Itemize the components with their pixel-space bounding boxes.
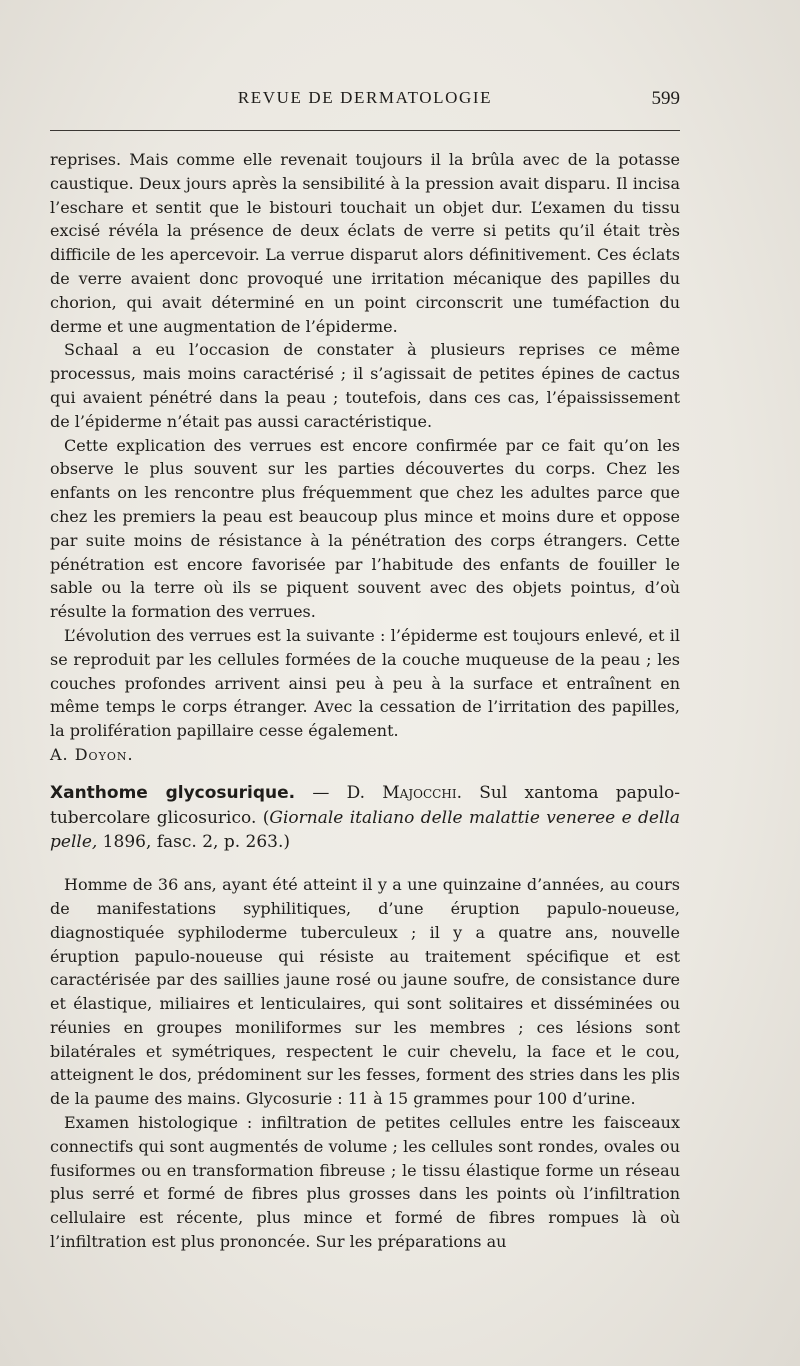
- paragraph: Schaal a eu l’occasion de constater à plusieurs reprises ce même processus, mais moins caractérisé ; il s’agissait de petites épines de cactus qui avaient pénétré dans la peau ; toutefois, dans ces cas, l’épaississement de l’épiderme n’était pas aussi caractéristique.: [50, 340, 680, 431]
- page-number: 599: [651, 88, 680, 109]
- running-header: [50, 88, 680, 116]
- paragraph: Cette explication des verrues est encore confirmée par ce fait qu’on les observe le plus souvent sur les parties découvertes du corps. Chez les enfants on les rencontre plus fréquemment que chez les adultes parce que chez les premiers la peau est beaucoup plus mince et moins dure et oppose par suite moins de résistance à la pénétration des corps étrangers. Cette pénétration est encore favorisée par l’habitude des enfants de fouiller le sable ou la terre où ils se piquent souvent avec des objets pointus, d’où résulte la formation des verrues.: [50, 435, 680, 622]
- author-signature: A. Doyon.: [50, 744, 134, 764]
- section-title: Sul xantoma papulo-tubercolare glicosurico. (: [50, 782, 680, 828]
- section-heading: [50, 781, 680, 855]
- paragraph: reprises. Mais comme elle revenait toujours il la brûla avec de la potasse caustique. Deux jours après la sensibilité à la pression avait disparu. Il incisa l’eschare et sentit que le bistouri touchait un objet dur. L’examen du tissu excisé révéla la présence de deux éclats de verre si petits qu’il était très difficile de les apercevoir. La verrue disparut alors définitivement. Ces éclats de verre avaient donc provoqué une irritation mécanique des papilles du chorion, qui avait déterminé en un point circonscrit une tuméfaction du derme et une augmentation de l’épiderme.: [50, 150, 680, 336]
- section-journal: Giornale italiano delle malattie veneree e della pelle,: [50, 807, 681, 853]
- section-dash: —: [295, 782, 347, 803]
- section-lead: Xanthome glycosurique.: [50, 782, 296, 803]
- journal-title: REVUE DE DERMATOLOGIE: [237, 88, 493, 107]
- article-body: [50, 148, 680, 1254]
- header-rule: [50, 130, 680, 131]
- paragraph: L’évolution des verrues est la suivante : l’épiderme est toujours enlevé, et il se reproduit par les cellules formées de la couche muqueuse de la peau ; les couches profondes arrivent ainsi peu à peu à la surface et entraînent en même temps le corps étranger. Avec la cessation de l’irritation des papilles, la prolifération papillaire cesse également.: [50, 625, 680, 741]
- paragraph: Examen histologique : infiltration de petites cellules entre les faisceaux connectifs qui sont augmentés de volume ; les cellules sont rondes, ovales ou fusiformes ou en transformation fibreuse ; le tissu élastique forme un réseau plus serré et formé de fibres plus grosses dans les points où l’infiltration cellulaire est récente, plus mince et formé de fibres rompues là où l’infiltration est plus prononcée. Sur les préparations au: [50, 1113, 680, 1252]
- section-citation: 1896, fasc. 2, p. 263.): [97, 832, 291, 853]
- section-author: D. Majocchi.: [346, 782, 462, 803]
- spacer: [50, 855, 680, 873]
- paragraph: Homme de 36 ans, ayant été atteint il y a une quinzaine d’années, au cours de manifestations syphilitiques, d’une éruption papulo-noueuse, diagnostiquée syphiloderme tuberculeux ; il y a quatre ans, nouvelle éruption papulo-noueuse qui résiste au traitement spécifique et est caractérisée par des saillies jaune rosé ou jaune soufre, de consistance dure et élastique, miliaires et lenticulaires, qui sont solitaires et disséminées ou réunies en groupes moniliformes sur les membres ; ces lésions sont bilatérales et symétriques, respectent le cuir chevelu, la face et le cou, atteignent le dos, prédominent sur les fesses, forment des stries dans les plis de la paume des mains. Glycosurie : 11 à 15 grammes pour 100 d’urine.: [50, 875, 680, 1109]
